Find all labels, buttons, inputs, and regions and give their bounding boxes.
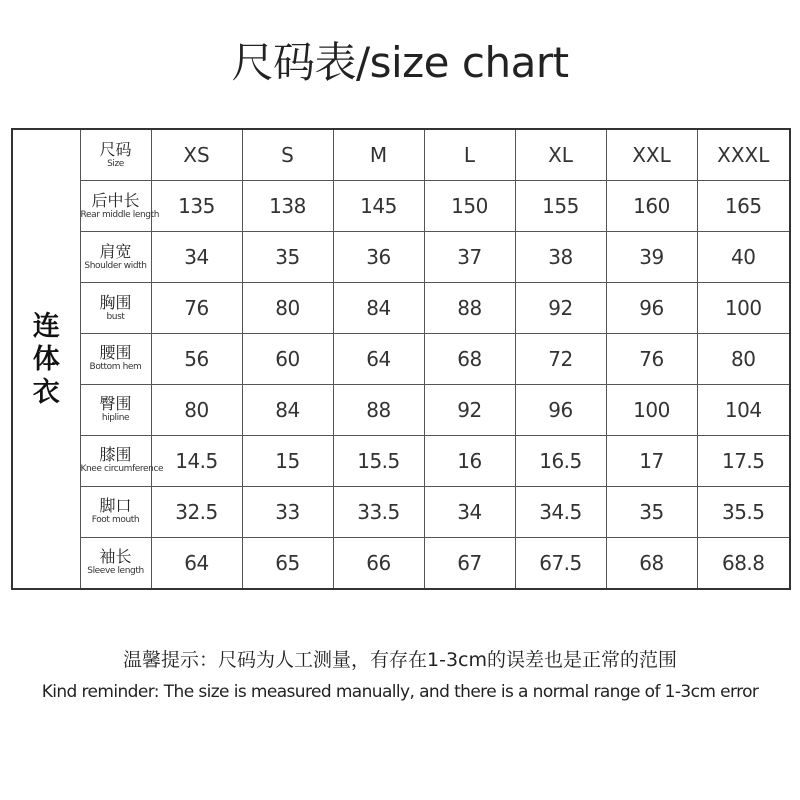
- measurement-cell: 32.5: [151, 486, 242, 537]
- row-label-en: bust: [106, 311, 125, 322]
- measurement-cell: 66: [333, 537, 424, 589]
- measurement-cell: 76: [151, 283, 242, 334]
- garment-type-cell: [12, 129, 80, 589]
- row-label-cn: 肩宽: [99, 241, 132, 261]
- measurement-cell: 92: [424, 384, 515, 435]
- measurement-cell: 84: [242, 384, 333, 435]
- measurement-cell: 34: [424, 486, 515, 537]
- measurement-cell: 80: [151, 384, 242, 435]
- reminder-text-cn: 温馨提示：尺码为人工测量，有存在1-3cm的误差也是正常的范围: [123, 649, 677, 671]
- row-label-en: Rear middle length: [80, 209, 160, 220]
- measurement-cell: 37: [424, 232, 515, 283]
- measurement-cell: 96: [515, 384, 606, 435]
- row-label-cell: [80, 334, 151, 385]
- size-header: M: [333, 129, 424, 181]
- row-label-cn: 膝围: [99, 445, 132, 465]
- measurement-cell: 76: [606, 334, 697, 385]
- measurement-cell: 34: [151, 232, 242, 283]
- measurement-cell: 64: [151, 537, 242, 589]
- measurement-cell: 72: [515, 334, 606, 385]
- row-label-cell: [80, 129, 151, 181]
- measurement-cell: 68.8: [697, 537, 790, 589]
- size-header: L: [424, 129, 515, 181]
- measurement-cell: 39: [606, 232, 697, 283]
- measurement-cell: 88: [333, 384, 424, 435]
- measurement-cell: 88: [424, 283, 515, 334]
- table-row: [12, 334, 790, 385]
- row-label-cn: 后中长: [91, 190, 140, 210]
- table-row: [12, 537, 790, 589]
- measurement-cell: 40: [697, 232, 790, 283]
- row-label-cell: [80, 435, 164, 486]
- measurement-cell: 67.5: [515, 537, 606, 589]
- size-chart-table: [11, 128, 791, 590]
- table-row: [12, 486, 790, 537]
- measurement-cell: 35: [606, 486, 697, 537]
- row-label-cell: [80, 283, 151, 334]
- measurement-cell: 14.5: [151, 435, 242, 486]
- measurement-cell: 145: [333, 181, 424, 232]
- row-label-en: Foot mouth: [91, 515, 140, 526]
- measurement-cell: 68: [606, 537, 697, 589]
- measurement-cell: 96: [606, 283, 697, 334]
- row-label-en: Knee circumference: [80, 464, 164, 475]
- measurement-cell: 35.5: [697, 486, 790, 537]
- measurement-cell: 38: [515, 232, 606, 283]
- header-row: [12, 129, 790, 181]
- size-header: S: [242, 129, 333, 181]
- size-header: XS: [151, 129, 242, 181]
- row-label-cell: [80, 181, 160, 232]
- size-header: XL: [515, 129, 606, 181]
- row-label-cn: 尺码: [99, 139, 132, 159]
- measurement-cell: 92: [515, 283, 606, 334]
- row-label-cell: [80, 232, 151, 283]
- table-row: [12, 384, 790, 435]
- measurement-cell: 65: [242, 537, 333, 589]
- measurement-cell: 33.5: [333, 486, 424, 537]
- measurement-cell: 80: [697, 334, 790, 385]
- row-label-cn: 腰围: [99, 343, 132, 363]
- reminder-text-en: Kind reminder: The size is measured manually, and there is a normal range of 1-3cm error: [41, 682, 759, 702]
- measurement-cell: 17.5: [697, 435, 790, 486]
- table-row: [12, 435, 790, 486]
- table-row: [12, 283, 790, 334]
- row-label-en: Bottom hem: [89, 362, 142, 373]
- measurement-cell: 15.5: [333, 435, 424, 486]
- row-label-cell: [80, 537, 151, 589]
- row-label-cn: 胸围: [99, 292, 132, 312]
- row-label-en: hipline: [101, 413, 130, 424]
- measurement-cell: 16: [424, 435, 515, 486]
- measurement-cell: 80: [242, 283, 333, 334]
- measurement-cell: 138: [242, 181, 333, 232]
- measurement-cell: 64: [333, 334, 424, 385]
- measurement-cell: 100: [697, 283, 790, 334]
- measurement-cell: 68: [424, 334, 515, 385]
- measurement-cell: 16.5: [515, 435, 606, 486]
- measurement-cell: 56: [151, 334, 242, 385]
- row-label-en: Sleeve length: [87, 566, 144, 577]
- measurement-cell: 67: [424, 537, 515, 589]
- measurement-cell: 84: [333, 283, 424, 334]
- measurement-cell: 104: [697, 384, 790, 435]
- size-header: XXL: [606, 129, 697, 181]
- measurement-cell: 165: [697, 181, 790, 232]
- row-label-en: Shoulder width: [84, 260, 147, 271]
- measurement-cell: 34.5: [515, 486, 606, 537]
- size-header: XXXL: [697, 129, 790, 181]
- table-row: [12, 181, 790, 232]
- page-title: 尺码表/size chart: [231, 38, 569, 87]
- row-label-cn: 袖长: [99, 547, 132, 567]
- row-label-cn: 脚口: [99, 496, 132, 516]
- measurement-cell: 160: [606, 181, 697, 232]
- measurement-cell: 150: [424, 181, 515, 232]
- measurement-cell: 155: [515, 181, 606, 232]
- measurement-cell: 35: [242, 232, 333, 283]
- row-label-cell: [80, 486, 151, 537]
- garment-type-label: 连 体 衣: [32, 310, 60, 408]
- measurement-cell: 135: [151, 181, 242, 232]
- measurement-cell: 17: [606, 435, 697, 486]
- row-label-cn: 臀围: [99, 394, 132, 414]
- table-row: [12, 232, 790, 283]
- measurement-cell: 60: [242, 334, 333, 385]
- row-label-en: Size: [107, 158, 124, 169]
- measurement-cell: 36: [333, 232, 424, 283]
- measurement-cell: 100: [606, 384, 697, 435]
- row-label-cell: [80, 384, 151, 435]
- measurement-cell: 33: [242, 486, 333, 537]
- measurement-cell: 15: [242, 435, 333, 486]
